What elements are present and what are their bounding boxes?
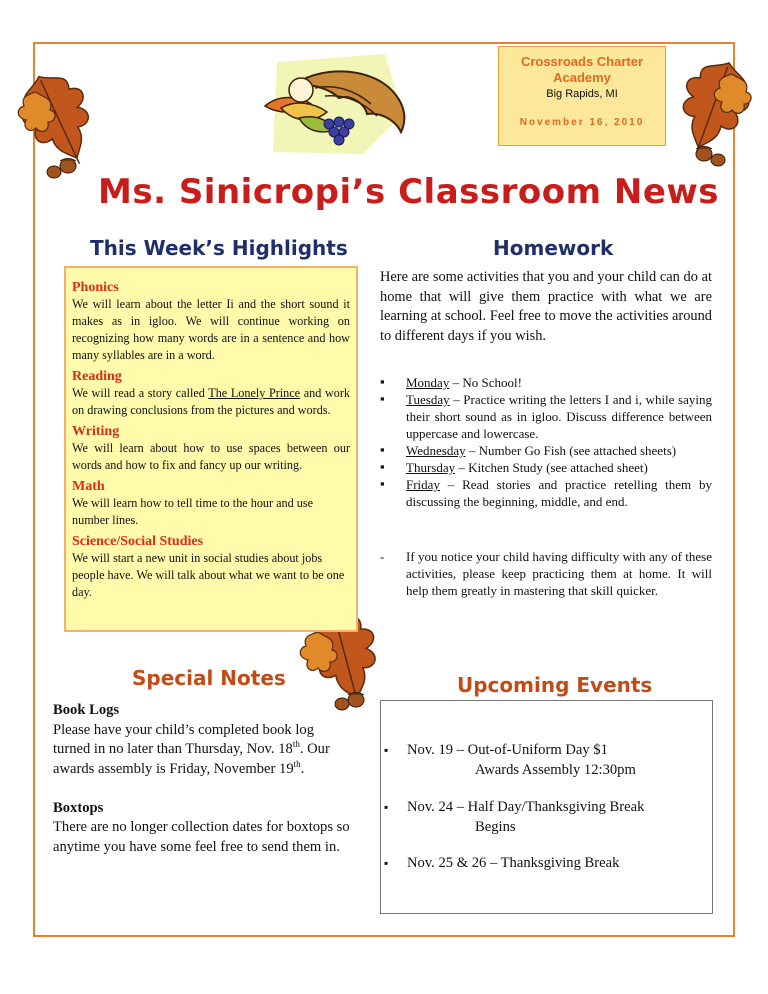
special-notes-body (53, 701, 353, 857)
oak-leaves-icon (10, 62, 110, 182)
homework-list (380, 374, 712, 510)
bullet-square-icon: ▪ (380, 476, 385, 491)
book-logs-text: Please have your child’s completed book log turned in no later than Thursday, Nov. 18th. Our awards assembly is Friday, November 19th. (53, 721, 330, 777)
list-item: ▪ Monday – No School! (380, 374, 522, 390)
bullet-square-icon: ▪ (380, 442, 385, 457)
highlight-math (72, 478, 350, 529)
bullet-square-icon: ▪ (384, 800, 389, 814)
special-notes-heading: Special Notes (132, 666, 286, 690)
homework-intro: Here are some activities that you and your child can do at home that will give them practice with what we are learning at school. Feel free to move the activities around to different days if you wish. (380, 269, 712, 344)
section-heading: Phonics (72, 280, 119, 295)
bullet-square-icon: ▪ (380, 459, 385, 474)
bullet-square-icon: ▪ (384, 743, 389, 757)
highlight-phonics (72, 279, 350, 364)
events-box (380, 700, 713, 914)
school-city: Big Rapids, MI (546, 88, 618, 100)
homework-heading: Homework (493, 236, 614, 260)
section-heading: Science/Social Studies (72, 534, 204, 549)
bullet-square-icon: ▪ (380, 391, 385, 406)
bullet-square-icon: ▪ (380, 374, 385, 389)
section-body: We will learn about the letter Ii and the short sound it makes as in igloo. We will continue working on recognizing how many words are in a sentence and how many syllables are in a word. (72, 297, 350, 362)
highlight-reading (72, 368, 350, 419)
events-heading: Upcoming Events (457, 673, 653, 697)
cornucopia-icon (255, 44, 415, 164)
bullet-square-icon: ▪ (384, 856, 389, 870)
page-title: Ms. Sinicropi’s Classroom News (98, 172, 720, 212)
book-logs-heading: Book Logs (53, 702, 120, 718)
section-body: We will read a story called The Lonely Prince and work on drawing conclusions from the pictures and words. (72, 386, 350, 417)
section-body: We will start a new unit in social studies about jobs people have. We will talk about what we want to be one day. (72, 551, 345, 599)
highlight-science (72, 533, 350, 601)
list-item: ▪ Nov. 19 – Out-of-Uniform Day $1 Awards Assembly 12:30pm (384, 742, 636, 778)
section-heading: Math (72, 479, 105, 494)
oak-leaves-icon (662, 50, 762, 170)
boxtops-heading: Boxtops (53, 799, 104, 816)
highlights-box (64, 266, 358, 632)
list-item: ▪ Friday – Read stories and practice retelling them by discussing the beginning, middle, and end. (380, 476, 712, 509)
list-item: ▪ Wednesday – Number Go Fish (see attached sheets) (380, 442, 677, 458)
homework-note: - If you notice your child having difficulty with any of these activities, please keep practicing them at home. It will help them greatly in mastering that skill quicker. (380, 549, 712, 598)
list-item: ▪ Thursday – Kitchen Study (see attached sheet) (380, 459, 648, 475)
list-item: ▪ Nov. 25 & 26 – Thanksgiving Break (381, 854, 619, 874)
section-heading: Writing (72, 424, 120, 439)
highlight-writing (72, 423, 350, 474)
school-info-box (498, 46, 666, 146)
highlights-heading: This Week’s Highlights (90, 236, 348, 260)
section-body: We will learn how to tell time to the hour and use number lines. (72, 496, 314, 527)
list-item: ▪ Tuesday – Practice writing the letters I and i, while saying their short sound as in igloo. Discuss difference between uppercase and lowercase. (380, 391, 712, 441)
boxtops-text: There are no longer collection dates for boxtops so anytime you have some feel free to send them in. (53, 819, 350, 855)
school-name: Crossroads Charter Academy (520, 54, 644, 85)
newsletter-date: November 16, 2010 (519, 117, 645, 128)
book-title: The Lonely Prince (208, 386, 301, 400)
section-body: We will learn about how to use spaces between our words and how to fix and fancy up our writing. (72, 441, 350, 472)
section-heading: Reading (72, 369, 122, 384)
list-item: ▪ Nov. 24 – Half Day/Thanksgiving Break Begins (384, 799, 645, 835)
